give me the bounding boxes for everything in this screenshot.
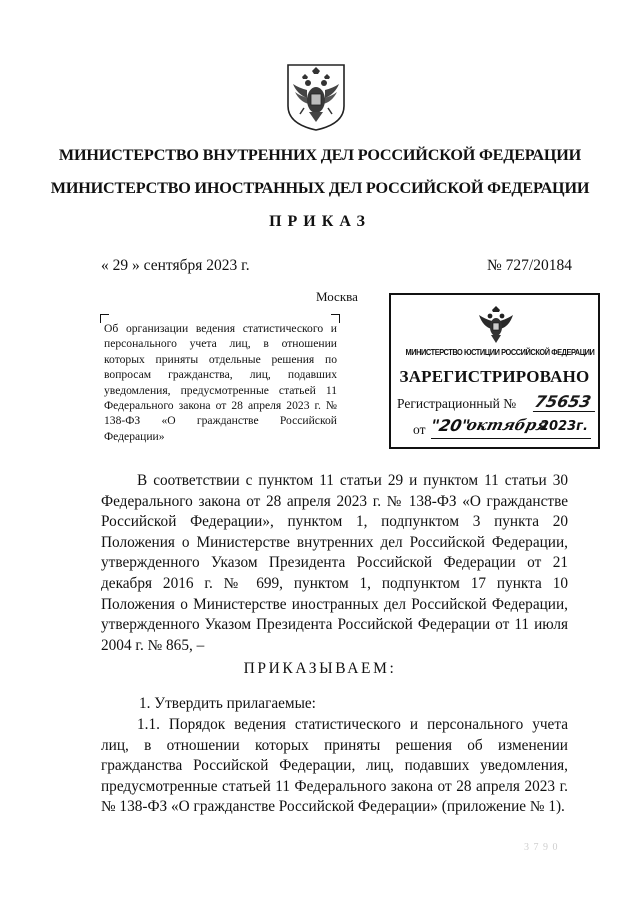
order-item-1: 1. Утвердить прилагаемые: — [139, 695, 316, 712]
stamp-ministry-name: МИНИСТЕРСТВО ЮСТИЦИИ РОССИЙСКОЙ ФЕДЕРАЦИИ — [405, 347, 595, 357]
order-item-1-1: 1.1. Порядок ведения статистического и персонального учета лиц, в отношении которых приняты решения об изменении гражданства Российской Федерации, лиц, подавших уведомления, предусмотренные статьей 11 Федерального закона от 28 апреля 2023 г. № 138-ФЗ «О гражданстве Российской Федерации» (приложение № 1). — [101, 716, 568, 816]
order-number: № 727/20184 — [487, 257, 572, 274]
stamp-registration-label: Регистрационный № — [397, 396, 517, 411]
decree-heading: ПРИКАЗЫВАЕМ: — [243, 660, 397, 677]
order-preamble: В соответствии с пунктом 11 статьи 29 и пунктом 11 статьи 30 Федерального закона от 28 апреля 2023 г. № 138-ФЗ «О гражданстве Российской Федерации», пунктом 1, подпунктом 3 пункта 20 Положения о Министерстве внутренних дел Российской Федерации, утвержденного Указом Президента Российской Федерации от 21 декабря 2016 г. № 699, пунктом 1, подпунктом 17 пункта 10 Положения о Министерстве иностранных дел Российской Федерации, утвержденного Указом Президента Российской Федерации от 11 июля 2004 г. № 865, – — [101, 472, 568, 654]
ministry-name-foreign-affairs: МИНИСТЕРСТВО ИНОСТРАННЫХ ДЕЛ РОССИЙСКОЙ ФЕДЕРАЦИИ — [50, 179, 590, 197]
stamp-date-day: "20" — [428, 416, 472, 435]
registration-stamp — [389, 293, 600, 449]
stamp-date-year: 2023г. — [540, 419, 588, 434]
order-date: « 29 » сентября 2023 г. — [101, 257, 250, 274]
stamp-date-month: октября — [464, 416, 551, 434]
order-city: Москва — [316, 289, 358, 304]
page-mark: 3 7 9 0 — [524, 842, 559, 853]
stamp-registration-number: 75653 — [533, 392, 599, 412]
order-subject: Об организации ведения статистического и персонального учета лиц, в отношении которых приняты отдельные решения по вопросам гражданства, лиц, подавших уведомления, предусмотренные статьей 11 Федерального закона от 28 апреля 2023 г. № 138-ФЗ «О гражданстве Российской Федерации» — [104, 322, 337, 443]
stamp-date-label: от — [413, 422, 426, 437]
stamp-date-underline — [431, 438, 591, 439]
coat-of-arms-icon — [477, 305, 515, 345]
order-title: ПРИКАЗ — [269, 213, 371, 230]
stamp-registered-label: ЗАРЕГИСТРИРОВАНО — [399, 367, 590, 386]
coat-of-arms-icon — [285, 62, 347, 132]
ministry-name-internal-affairs: МИНИСТЕРСТВО ВНУТРЕННИХ ДЕЛ РОССИЙСКОЙ ФЕДЕРАЦИИ — [58, 146, 582, 164]
